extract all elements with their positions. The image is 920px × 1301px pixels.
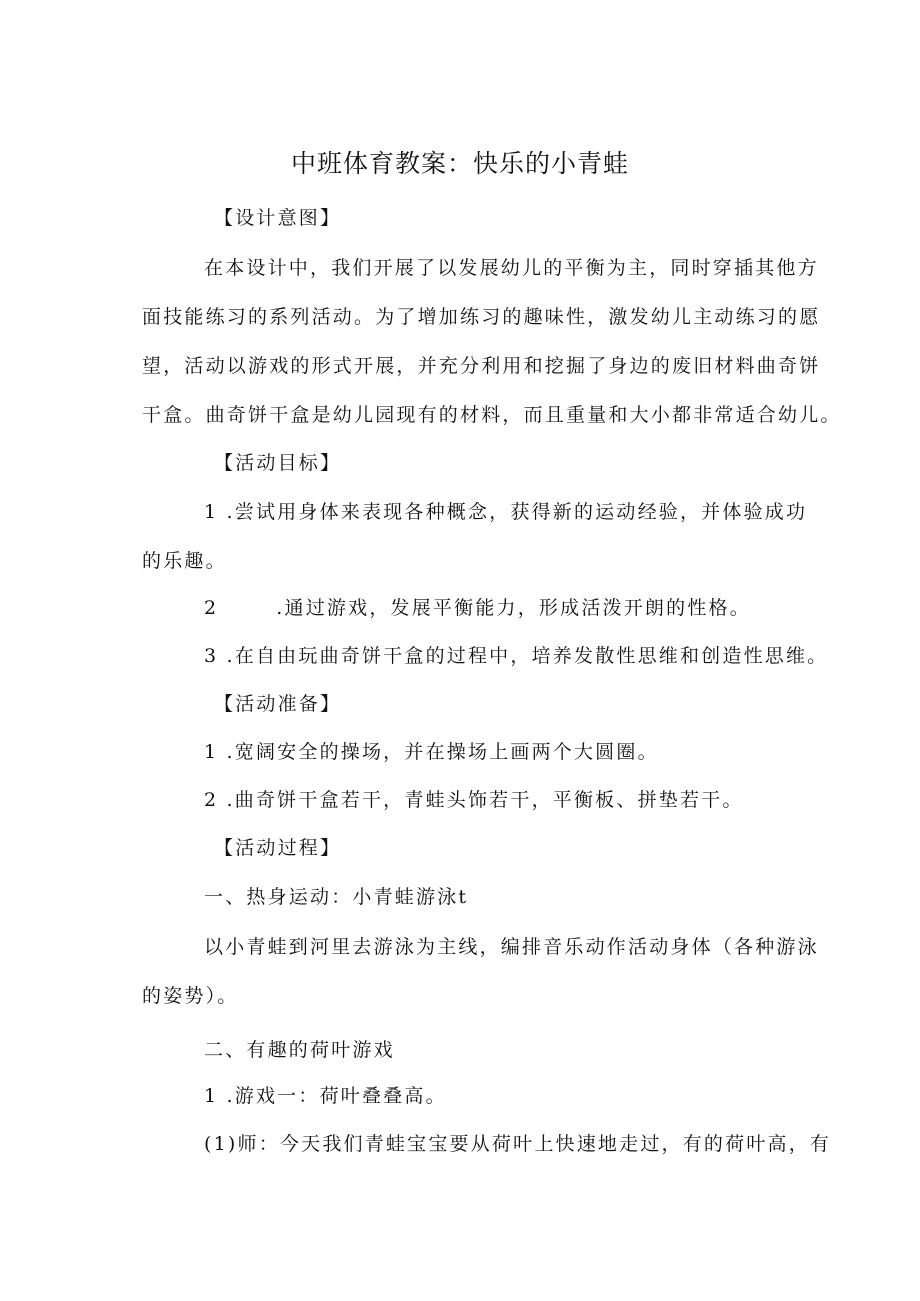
game-one-step-1: (1)师：今天我们青蛙宝宝要从荷叶上快速地走过，有的荷叶高，有 <box>204 1133 832 1155</box>
goal-item-2-number: 2 <box>204 597 219 619</box>
paragraph-line: 面技能练习的系列活动。为了增加练习的趣味性，激发幼儿主动练习的愿 <box>142 306 821 328</box>
section-heading-prep: 【活动准备】 <box>214 693 342 715</box>
paragraph-line: 干盒。曲奇饼干盒是幼儿园现有的材料，而且重量和大小都非常适合幼儿。 <box>142 404 842 426</box>
paragraph-line: 在本设计中，我们开展了以发展幼儿的平衡为主，同时穿插其他方 <box>204 257 819 279</box>
process-step-warmup: 一、热身运动：小青蛙游泳t <box>204 886 469 908</box>
section-heading-design-intent: 【设计意图】 <box>214 207 342 229</box>
game-one-heading: 1 .游戏一：荷叶叠叠高。 <box>204 1085 447 1107</box>
section-heading-process: 【活动过程】 <box>214 837 342 859</box>
prep-item-1: 1 .宽阔安全的操场，并在操场上画两个大圆圈。 <box>204 741 659 763</box>
page-title: 中班体育教案：快乐的小青蛙 <box>290 149 629 178</box>
process-step-warmup-desc-continued: 的姿势）。 <box>142 985 239 1007</box>
goal-item-1: 1 .尝试用身体来表现各种概念，获得新的运动经验，并体验成功 <box>204 501 808 523</box>
paragraph-line: 望，活动以游戏的形式开展，并充分利用和挖掘了身边的废旧材料曲奇饼 <box>142 355 821 377</box>
goal-item-2 <box>204 596 751 620</box>
section-heading-goals: 【活动目标】 <box>214 452 342 474</box>
process-step-lotus-game: 二、有趣的荷叶游戏 <box>204 1039 395 1061</box>
goal-item-2-text: .通过游戏，发展平衡能力，形成活泼开朗的性格。 <box>276 597 751 619</box>
process-step-warmup-desc: 以小青蛙到河里去游泳为主线，编排音乐动作活动身体（各种游泳 <box>204 936 819 958</box>
goal-item-3: 3 .在自由玩曲奇饼干盒的过程中，培养发散性思维和创造性思维。 <box>204 645 829 667</box>
prep-item-2: 2 .曲奇饼干盒若干，青蛙头饰若干，平衡板、拼垫若干。 <box>204 789 744 811</box>
goal-item-1-continued: 的乐趣。 <box>142 550 227 572</box>
